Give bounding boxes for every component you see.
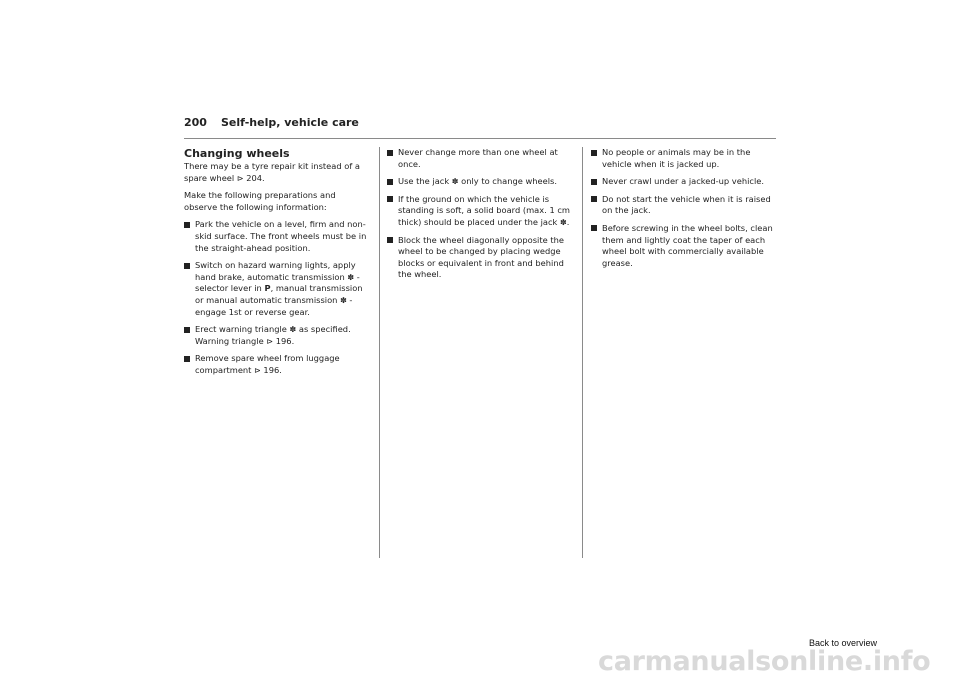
list-item-text: as specified. Warning triangle xyxy=(195,324,351,346)
list-item-text: Remove spare wheel from luggage compartment xyxy=(195,353,340,375)
intro-text: There may be a tyre repair kit instead of a spare wheel xyxy=(184,161,360,183)
reference-arrow-icon: ⊳ xyxy=(266,336,274,346)
column-2 xyxy=(387,147,573,287)
list-item-text: Erect warning triangle xyxy=(195,324,287,335)
list-item-text: No people or animals may be in the vehicle when it is jacked up. xyxy=(602,147,751,169)
safety-list xyxy=(591,147,777,269)
column-3 xyxy=(591,147,777,275)
page-reference-link[interactable]: 196. xyxy=(263,364,282,375)
list-item xyxy=(387,176,573,188)
safety-list xyxy=(387,147,573,281)
list-item-text: - engage 1st or reverse gear. xyxy=(195,294,353,317)
list-item-text: Never change more than one wheel at once. xyxy=(398,147,558,169)
option-symbol-icon: ✽ xyxy=(347,272,355,282)
site-watermark: carmanualsonline.info xyxy=(598,646,931,677)
page-reference-link[interactable]: 204. xyxy=(246,172,265,183)
page-header xyxy=(184,116,776,139)
list-item-text: - selector lever in xyxy=(195,271,360,294)
option-symbol-icon: ✽ xyxy=(340,295,347,305)
list-item xyxy=(591,223,777,269)
list-item-text: If the ground on which the vehicle is standing is soft, a solid board (max. 1 cm thick) should be placed under the jack xyxy=(398,193,570,227)
list-item-text: Before screwing in the wheel bolts, clean them and lightly coat the taper of each wheel bolt with commercially available grease. xyxy=(602,222,773,268)
gear-position-p: P xyxy=(264,283,271,294)
intro-paragraph xyxy=(184,161,370,184)
list-item-text: only to change wheels. xyxy=(461,176,557,187)
page-reference-link[interactable]: 196. xyxy=(275,335,295,346)
list-item xyxy=(184,260,370,318)
reference-arrow-icon: ⊳ xyxy=(254,365,261,375)
list-item xyxy=(387,147,573,170)
heading-changing-wheels: Changing wheels xyxy=(184,147,290,160)
preparation-paragraph: Make the following preparations and observe the following information: xyxy=(184,190,336,212)
list-item xyxy=(591,194,777,217)
list-item xyxy=(184,324,370,347)
column-1 xyxy=(184,147,370,383)
column-divider xyxy=(582,147,583,558)
list-item-text: Never crawl under a jacked-up vehicle. xyxy=(602,176,764,187)
list-item-text: Switch on hazard warning lights, apply hand brake, automatic transmission xyxy=(195,260,356,282)
list-item xyxy=(184,219,370,254)
list-item-text: . xyxy=(566,216,570,227)
option-symbol-icon: ✽ xyxy=(560,217,567,227)
reference-arrow-icon: ⊳ xyxy=(236,173,244,183)
list-item-text: Use the jack xyxy=(398,176,450,187)
list-item-text: Park the vehicle on a level, firm and non-skid surface. The front wheels must be in the straight-ahead position. xyxy=(195,219,367,253)
section-title: Self-help, vehicle care xyxy=(221,116,359,129)
list-item-text: Block the wheel diagonally opposite the wheel to be changed by placing wedge blocks or equivalent in front and behind the wheel. xyxy=(398,234,564,280)
list-item xyxy=(591,176,777,188)
list-item-text: , manual transmission or manual automatic transmission xyxy=(195,283,363,305)
back-to-overview-link[interactable]: Back to overview xyxy=(809,638,878,648)
preparation-list xyxy=(184,219,370,376)
option-symbol-icon: ✽ xyxy=(289,325,297,335)
page-number: 200 xyxy=(184,116,207,129)
list-item-text: Do not start the vehicle when it is raised on the jack. xyxy=(602,193,771,216)
list-item xyxy=(387,235,573,281)
list-item xyxy=(387,194,573,229)
option-symbol-icon: ✽ xyxy=(451,177,459,187)
column-divider xyxy=(379,147,380,558)
list-item xyxy=(591,147,777,170)
list-item xyxy=(184,353,370,376)
